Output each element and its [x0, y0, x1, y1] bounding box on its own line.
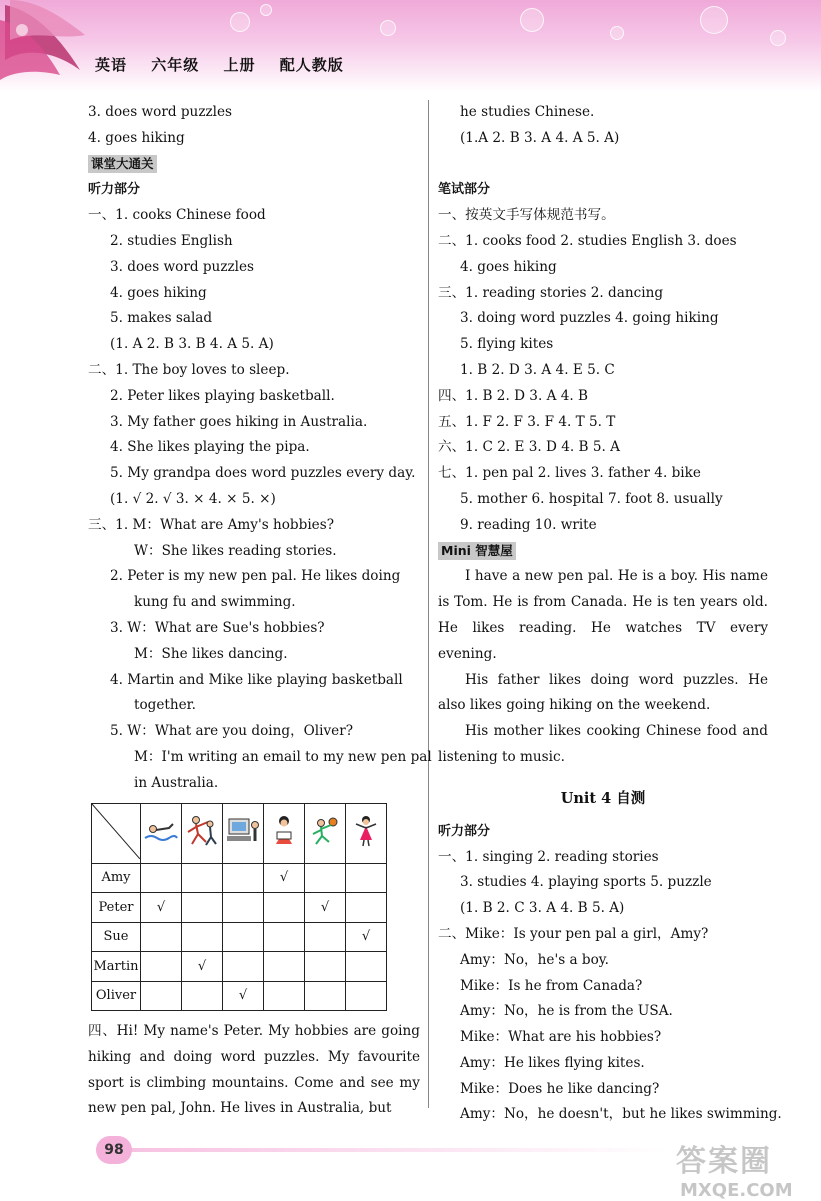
table-corner: [92, 803, 141, 863]
answer-line: (1. √ 2. √ 3. × 4. × 5. ×): [110, 490, 276, 507]
answer-line: 5. mother 6. hospital 7. foot 8. usually: [460, 490, 723, 507]
row-name: Peter: [92, 893, 141, 923]
answer-line: 5. makes salad: [110, 310, 213, 327]
table-cell: [182, 863, 223, 893]
answer-line: M：I'm writing an email to my new pen pal: [134, 748, 432, 765]
section-heading: 听力部分: [88, 182, 141, 198]
row-name: Amy: [92, 863, 141, 893]
swimming-icon: [141, 803, 182, 863]
answer-line: in Australia.: [134, 774, 219, 791]
table-cell: [305, 981, 346, 1011]
table-row: [92, 893, 387, 923]
answer-line: 4. She likes playing the pipa.: [110, 439, 310, 456]
answer-line: 三、1. M：What are Amy's hobbies?: [88, 516, 334, 533]
bubble-decoration: [610, 26, 624, 40]
computer-icon: [223, 803, 264, 863]
bubble-decoration: [230, 12, 250, 32]
header-title: [95, 54, 362, 75]
table-cell: [264, 952, 305, 982]
answer-line: 3. W：What are Sue's hobbies?: [110, 619, 325, 636]
answer-line: together.: [134, 697, 196, 714]
answer-line: 2. Peter is my new pen pal. He likes doing: [110, 568, 401, 585]
table-cell: [346, 981, 387, 1011]
answer-line: 五、1. F 2. F 3. F 4. T 5. T: [438, 413, 616, 430]
answer-line: 5. W：What are you doing，Oliver?: [110, 723, 354, 740]
answer-line: 4. goes hiking: [460, 258, 557, 275]
table-row: [92, 981, 387, 1011]
answer-line: 二、Mike：Is your pen pal a girl，Amy?: [438, 925, 709, 942]
header-banner: [0, 0, 821, 92]
answer-line: 9. reading 10. write: [460, 516, 597, 533]
answer-line: 3. does word puzzles: [110, 258, 255, 275]
table-cell: [346, 893, 387, 923]
watermark-en: MXQE.COM: [680, 1180, 793, 1201]
header-grade: 六年级: [151, 56, 200, 74]
answer-line: 一、按英文手写体规范书写。: [438, 207, 615, 224]
table-cell: [182, 922, 223, 952]
answer-line: 二、1. The boy loves to sleep.: [88, 361, 290, 378]
answer-line: W：She likes reading stories.: [134, 542, 337, 559]
essay-paragraph: I have a new pen pal. He is a boy. His name is Tom. He is from Canada. He is ten years old. He likes reading. He watches TV every evening.: [438, 568, 768, 662]
table-cell: √: [264, 863, 305, 893]
table-cell: [346, 863, 387, 893]
watermark-cn: 答案圈: [676, 1144, 772, 1179]
mini-section-tag: Mini 智慧屋: [438, 542, 516, 560]
table-cell: [141, 952, 182, 982]
table-cell: [223, 863, 264, 893]
answer-line: M：She likes dancing.: [134, 645, 288, 662]
diagonal-line: [92, 804, 140, 859]
page-number: 98: [96, 1136, 132, 1164]
table-cell: √: [141, 893, 182, 923]
answer-line: 5. flying kites: [460, 336, 554, 353]
bubble-decoration: [520, 8, 544, 32]
section-tag: 课堂大通关: [88, 155, 157, 173]
basketball-icon: [305, 803, 346, 863]
footer-bar: [130, 1148, 670, 1152]
table-cell: [305, 863, 346, 893]
bubble-decoration: [260, 4, 272, 16]
table-cell: [346, 952, 387, 982]
bubble-decoration: [770, 30, 786, 46]
essay-paragraph: His mother likes cooking Chinese food and listening to music.: [438, 723, 768, 765]
answer-line: 3. doing word puzzles 4. going hiking: [460, 310, 719, 327]
header-volume: 上册: [223, 56, 256, 74]
table-cell: √: [305, 893, 346, 923]
answer-line: 4. goes hiking: [110, 284, 207, 301]
table-row: [92, 952, 387, 982]
row-name: Oliver: [92, 981, 141, 1011]
answer-line: 三、1. reading stories 2. dancing: [438, 284, 664, 301]
table-row: [92, 863, 387, 893]
bubble-decoration: [380, 20, 396, 36]
answer-line: Amy：No，he doesn't，but he likes swimming.: [460, 1106, 782, 1123]
table-row: [92, 922, 387, 952]
header-subject: 英语: [95, 56, 128, 74]
hobby-table: [91, 803, 387, 1012]
answer-line: Mike：Does he like dancing?: [460, 1080, 660, 1097]
table-cell: [141, 863, 182, 893]
bubble-decoration: [700, 6, 728, 34]
answer-line: Mike：Is he from Canada?: [460, 977, 643, 994]
row-name: Sue: [92, 922, 141, 952]
answer-line: he studies Chinese.: [460, 104, 595, 120]
answer-line: (1. B 2. C 3. A 4. B 5. A): [460, 900, 625, 917]
right-column: [438, 100, 782, 1128]
left-column: [88, 100, 432, 1122]
answer-line: (1.A 2. B 3. A 4. A 5. A): [460, 129, 620, 146]
answer-line: 一、1. cooks Chinese food: [88, 207, 266, 224]
table-cell: [305, 922, 346, 952]
column-divider: [428, 100, 429, 1108]
answer-line: 七、1. pen pal 2. lives 3. father 4. bike: [438, 465, 701, 482]
table-cell: [141, 981, 182, 1011]
answer-line: 一、1. singing 2. reading stories: [438, 848, 659, 865]
answer-line: Amy：He likes flying kites.: [460, 1054, 645, 1071]
table-cell: [223, 893, 264, 923]
answer-line: 2. studies English: [110, 232, 233, 249]
table-cell: √: [346, 922, 387, 952]
table-cell: [141, 922, 182, 952]
table-cell: [264, 922, 305, 952]
answer-line: (1. A 2. B 3. B 4. A 5. A): [110, 336, 274, 353]
answer-line: 六、1. C 2. E 3. D 4. B 5. A: [438, 439, 620, 456]
answer-line: 四、1. B 2. D 3. A 4. B: [438, 387, 589, 404]
table-cell: [182, 981, 223, 1011]
essay-paragraph: His father likes doing word puzzles. He also likes going hiking on the weekend.: [438, 671, 768, 714]
table-cell: [223, 952, 264, 982]
answer-line: kung fu and swimming.: [134, 594, 296, 611]
watermark-logo: [676, 1136, 816, 1201]
spacer: [438, 152, 768, 178]
table-cell: [305, 952, 346, 982]
kung-fu-icon: [182, 803, 223, 863]
table-cell: √: [223, 981, 264, 1011]
answer-line: Amy：No，he's a boy.: [460, 951, 609, 968]
answer-line: Mike：What are his hobbies?: [460, 1029, 662, 1046]
section-heading: 听力部分: [438, 823, 491, 839]
answer-line: 2. Peter likes playing basketball.: [110, 387, 335, 404]
table-cell: [182, 893, 223, 923]
answer-line: 4. Martin and Mike like playing basketball: [110, 671, 403, 688]
passage-text: 四、Hi! My name's Peter. My hobbies are going hiking and doing word puzzles. My favourite sport is climbing mountains. Come and see my new pen pal, John. He lives in Australia, but: [88, 1023, 420, 1117]
answer-line: 3. My father goes hiking in Australia.: [110, 413, 368, 430]
flower-decoration-icon: [0, 0, 92, 85]
reading-icon: [264, 803, 305, 863]
table-cell: [264, 893, 305, 923]
answer-line: Amy：No，he is from the USA.: [460, 1003, 673, 1020]
answer-line: 3. studies 4. playing sports 5. puzzle: [460, 874, 712, 891]
table-cell: [264, 981, 305, 1011]
answer-line: 1. B 2. D 3. A 4. E 5. C: [460, 361, 615, 378]
table-cell: √: [182, 952, 223, 982]
table-cell: [223, 922, 264, 952]
answer-line: 3. does word puzzles: [88, 104, 233, 120]
answer-line: 4. goes hiking: [88, 129, 185, 146]
row-name: Martin: [92, 952, 141, 982]
answer-line: 二、1. cooks food 2. studies English 3. does: [438, 232, 737, 249]
dancing-icon: [346, 803, 387, 863]
section-heading: 笔试部分: [438, 182, 491, 198]
answer-line: 5. My grandpa does word puzzles every day.: [110, 465, 416, 482]
unit-title: Unit 4 自测: [560, 789, 646, 807]
header-edition: 配人教版: [279, 56, 344, 74]
